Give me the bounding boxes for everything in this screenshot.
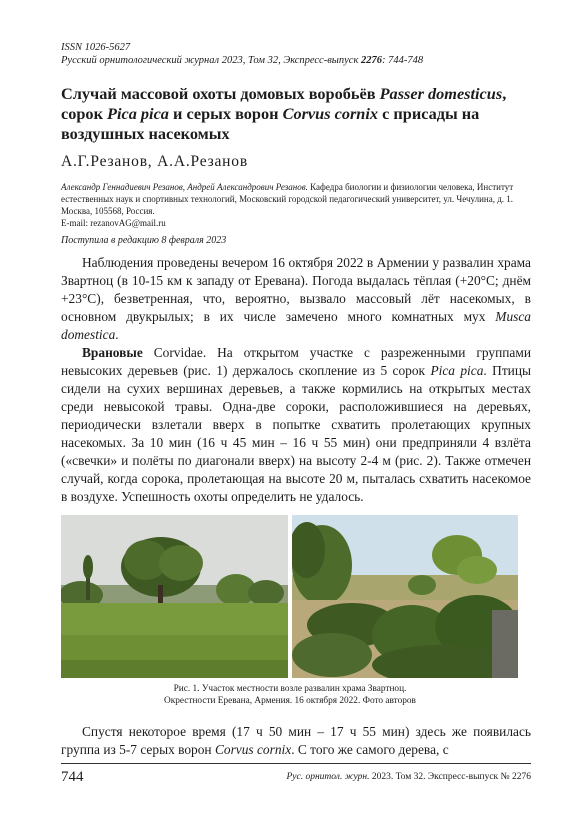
journal-citation-line — [61, 54, 531, 67]
issue-info: 2023. Том 32. Экспресс-выпуск № 2276 — [369, 772, 531, 782]
section-heading: Врановые — [82, 345, 143, 360]
issue-number: 2276 — [361, 55, 382, 66]
journal-abbreviation: Рус. орнитол. журн. — [286, 772, 370, 782]
species-name: Passer domesticus — [379, 84, 503, 103]
landscape-photo-meadow — [61, 515, 288, 678]
article-title: Случай массовой охоты домовых воробьёв Passer domesticus, сорок Pica pica и серых ворон Corvus cornix с присады на воздушных насекомых — [61, 84, 507, 143]
author-email: E-mail: rezanovAG@mail.ru — [61, 218, 166, 228]
article-body-continued — [61, 723, 531, 759]
page-number: 744 — [61, 769, 84, 785]
footer-divider — [61, 763, 531, 764]
species-name: Pica pica — [107, 104, 169, 123]
issn-line: ISSN 1026-5627 — [61, 42, 131, 53]
species-name: Corvus cornix — [214, 742, 292, 757]
landscape-photo-trees — [292, 515, 518, 678]
figure-caption: Рис. 1. Участок местности возле развалин храма Звартноц. Окрестности Еревана, Армения. 16 октября 2022. Фото авторов — [164, 684, 416, 706]
species-name: Musca domestica — [61, 309, 531, 342]
received-date: Поступила в редакцию 8 февраля 2023 — [61, 235, 227, 246]
journal-name: Русский орнитологический журнал 2023, Том 32, Экспресс-выпуск — [61, 55, 361, 66]
author-full-names: Александр Геннадиевич Резанов, Андрей Александрович Резанов. — [61, 182, 308, 192]
page-range: : 744-748 — [382, 55, 424, 66]
figure-photo-right — [292, 515, 518, 678]
paragraph: Наблюдения проведены вечером 16 октября 2022 в Армении у развалин храма Звартноц (в 10-15 км к западу от Еревана). Погода выдалась тёплая (+20°С; днём +23°С), безветренная, что, вероятно, вызвало массовый лёт насекомых, в основном двукрылых; в их числе замечено много комнатных мух Musca domestica. — [61, 255, 531, 342]
paragraph: Врановые Corvidae. На открытом участке с разреженными группами невысоких деревьев (рис. 1) держалось скопление из 5 сорок Pica pica. Птицы сидели на сухих вершинах деревьев, а также кормились на открытых местах среди невысокой травы. Одна-две сороки, расположившиеся на деревьях, периодически взлетали вверх в попытке схватить пролетающих крупных насекомых. За 10 мин (16 ч 45 мин – 16 ч 55 мин) они предприняли 4 взлёта («свечки» и полёты по диагонали вверх) на высоту 2-4 м (рис. 2). Также отмечен случай, когда сорока, пролетающая на высоте 20 м, пыталась схватить насекомое в воздухе. Успешность охоты определить не удалось. — [61, 345, 531, 504]
affiliation-text: Кафедра биологии и физиологии человека, Институт естественных наук и спортивных технологий, Московский городской педагогический университет, ул. Чечулина, д. 1. Москва, 105568, Россия. — [61, 182, 514, 216]
affiliation — [61, 181, 533, 229]
figure-photo-left — [61, 515, 288, 678]
paragraph: Спустя некоторое время (17 ч 50 мин – 17 ч 55 мин) здесь же появилась группа из 5-7 серых ворон Corvus cornix. С того же самого дерева, с — [61, 724, 531, 757]
footer-journal-info — [283, 772, 531, 782]
authors: А.Г.Резанов, А.А.Резанов — [61, 153, 248, 170]
article-body — [61, 254, 531, 506]
family-name: Corvidae — [142, 345, 203, 360]
species-name: Pica pica — [430, 363, 484, 378]
journal-header — [61, 41, 531, 67]
species-name: Corvus cornix — [282, 104, 379, 123]
